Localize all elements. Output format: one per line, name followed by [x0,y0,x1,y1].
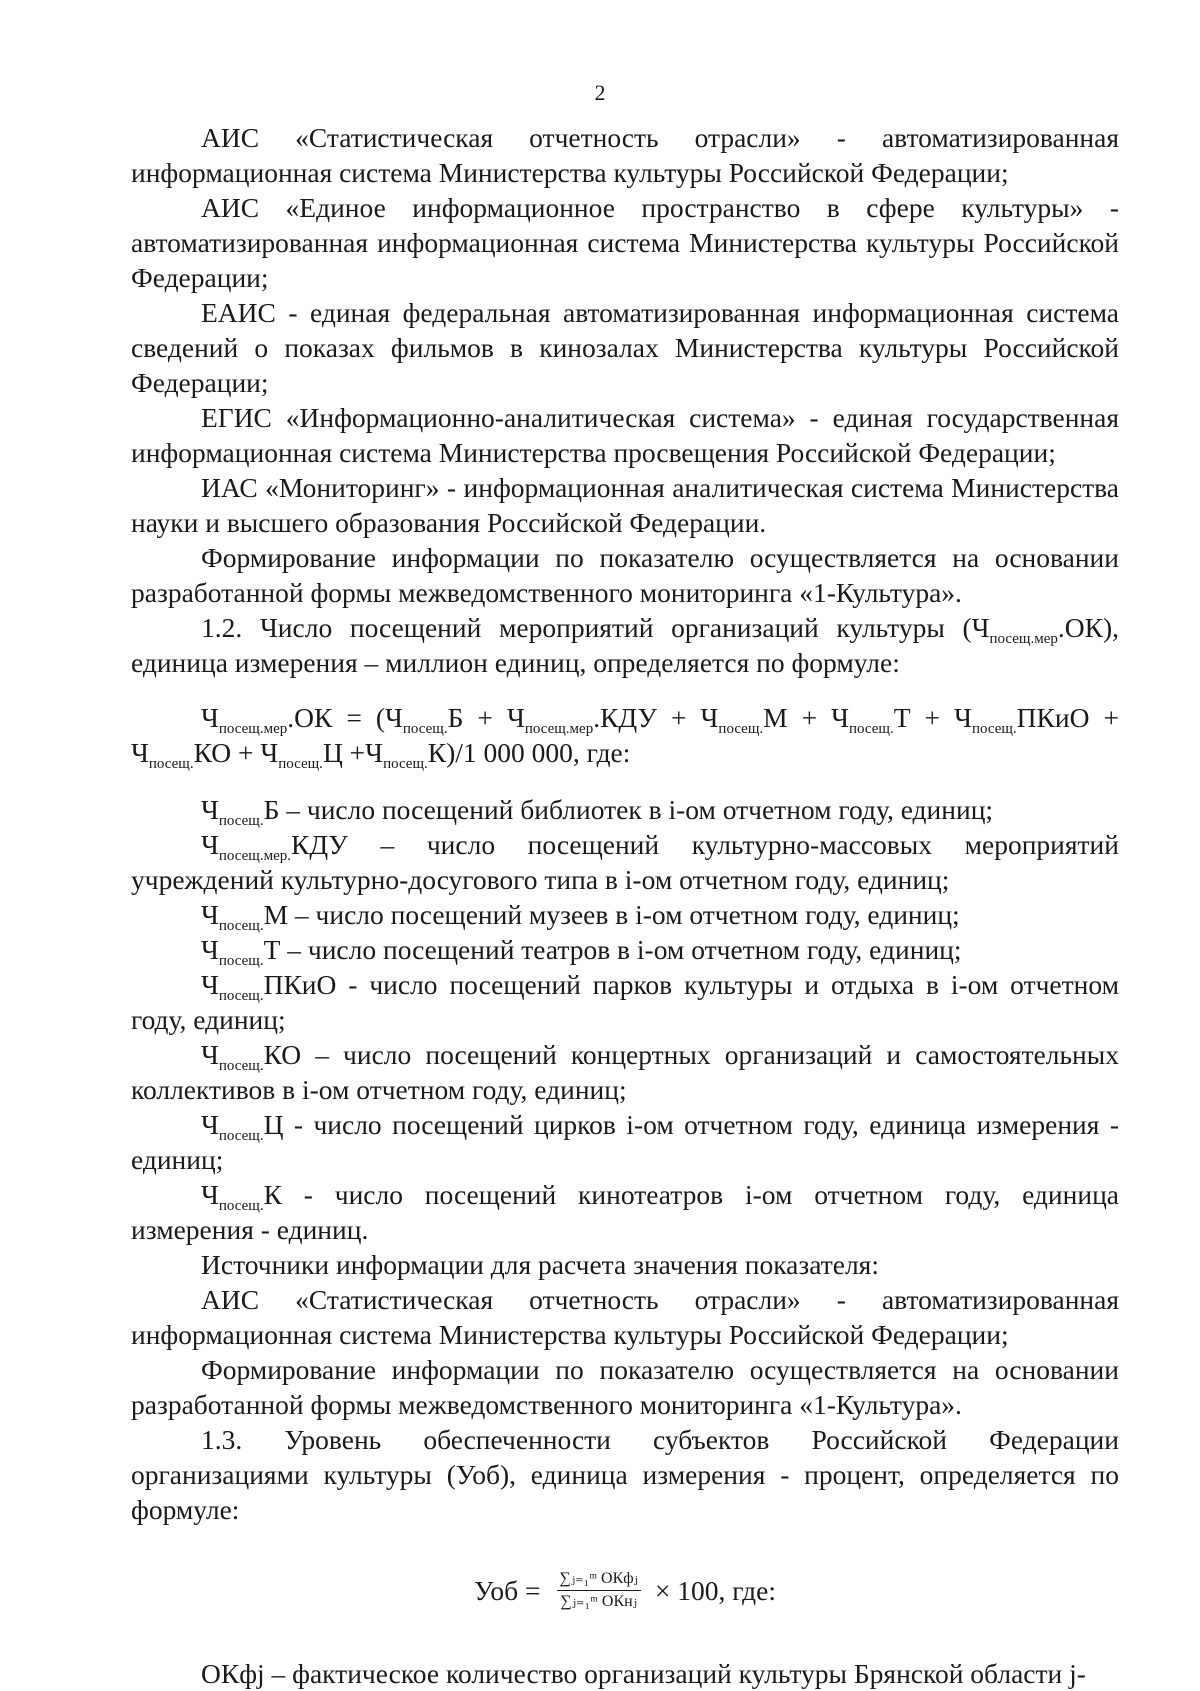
definition-cinemas: $Ч_{посещ.}К$ - число посещений кинотеатров i-ом отчетном году, единица измерения - единиц. [131,1179,1119,1245]
source-ais-statistics: АИС «Статистическая отчетность отрасли» - автоматизированная информационная система Министерства культуры Российской Федерации; [131,1284,1119,1350]
formula-visits: $Ч_{посещ.мер}.ОК = (Ч_{посещ.}Б + Ч_{посещ.мер}.КДУ + Ч_{посещ.}М + Ч_{посещ.}Т$ + $Ч_{посещ.}ПКиО + Ч_{посещ.}КО + Ч_{посещ.}Ц +Ч_{посещ.}К)/1$ 000 000, где: [131,702,1119,772]
definition-concerts: $Ч_{посещ.}КО$ – число посещений концертных организаций и самостоятельных коллективов в i-ом отчетном году, единиц; [131,1039,1119,1105]
definition-circuses: $Ч_{посещ.}Ц$ - число посещений цирков i-ом отчетном году, единица измерения - единиц; [131,1109,1119,1175]
paragraph-ias-monitoring: ИАС «Мониторинг» - информационная аналитическая система Министерства науки и высшего образования Российской Федерации. [131,472,1119,538]
paragraph-egis: ЕГИС «Информационно-аналитическая система» - единая государственная информационная система Министерства просвещения Российской Федерации; [131,402,1119,468]
formula-rhs: × 100, где: [654,1575,776,1606]
section-1-3-intro: 1.3. Уровень обеспеченности субъектов Российской Федерации организациями культуры (Уоб), единица измерения - процент, определяется по формуле: [131,1424,1119,1525]
formula-numerator: ∑ⱼ₌₁ᵐ ОКфⱼ [557,1569,641,1591]
section-1-2-intro: 1.2. Число посещений мероприятий организаций культуры $(Ч_{посещ.мер}.ОК)$, единица измерения – миллион единиц, определяется по формуле: [131,612,1119,678]
definition-libraries: $Ч_{посещ.}Б$ – число посещений библиотек в i-ом отчетном году, единиц; [201,794,994,829]
sources-title: Источники информации для расчета значения показателя: [201,1249,879,1280]
page-number: 2 [594,80,606,105]
definition-okf: ОКфj – фактическое количество организаций культуры Брянской области j- [201,1658,1086,1689]
formula-coverage [131,1569,1119,1612]
definition-kdu: $Ч_{посещ.мер.}КДУ$ – число посещений культурно-массовых мероприятий учреждений культурно-досугового типа в i-ом отчетном году, единиц; [131,829,1119,895]
definition-parks: $Ч_{посещ.}ПКиО$ - число посещений парков культуры и отдыха в i-ом отчетном году, единиц; [131,969,1119,1035]
definition-theatres: $Ч_{посещ.}Т$ – число посещений театров в i-ом отчетном году, единиц; [201,934,962,969]
paragraph-eais: ЕАИС - единая федеральная автоматизированная информационная система сведений о показах фильмов в кинозалах Министерства культуры Российской Федерации; [131,297,1119,398]
formula-lhs: Уоб = [474,1575,541,1606]
paragraph-ais-unified-space: АИС «Единое информационное пространство в сфере культуры» - автоматизированная информационная система Министерства культуры Российской Федерации; [131,192,1119,293]
document-body [131,120,1119,1691]
formula-fraction [557,1569,641,1612]
paragraph-formation-2: Формирование информации по показателю осуществляется на основании разработанной формы межведомственного мониторинга «1-Культура». [131,1354,1119,1420]
formula-denominator: ∑ⱼ₌₁ᵐ ОКнⱼ [560,1593,637,1610]
definition-museums: $Ч_{посещ.}М$ – число посещений музеев в i-ом отчетном году, единиц; [201,899,960,934]
paragraph-formation-1: Формирование информации по показателю осуществляется на основании разработанной формы межведомственного мониторинга «1-Культура». [131,542,1119,608]
paragraph-ais-statistics: АИС «Статистическая отчетность отрасли» - автоматизированная информационная система Министерства культуры Российской Федерации; [131,122,1119,188]
